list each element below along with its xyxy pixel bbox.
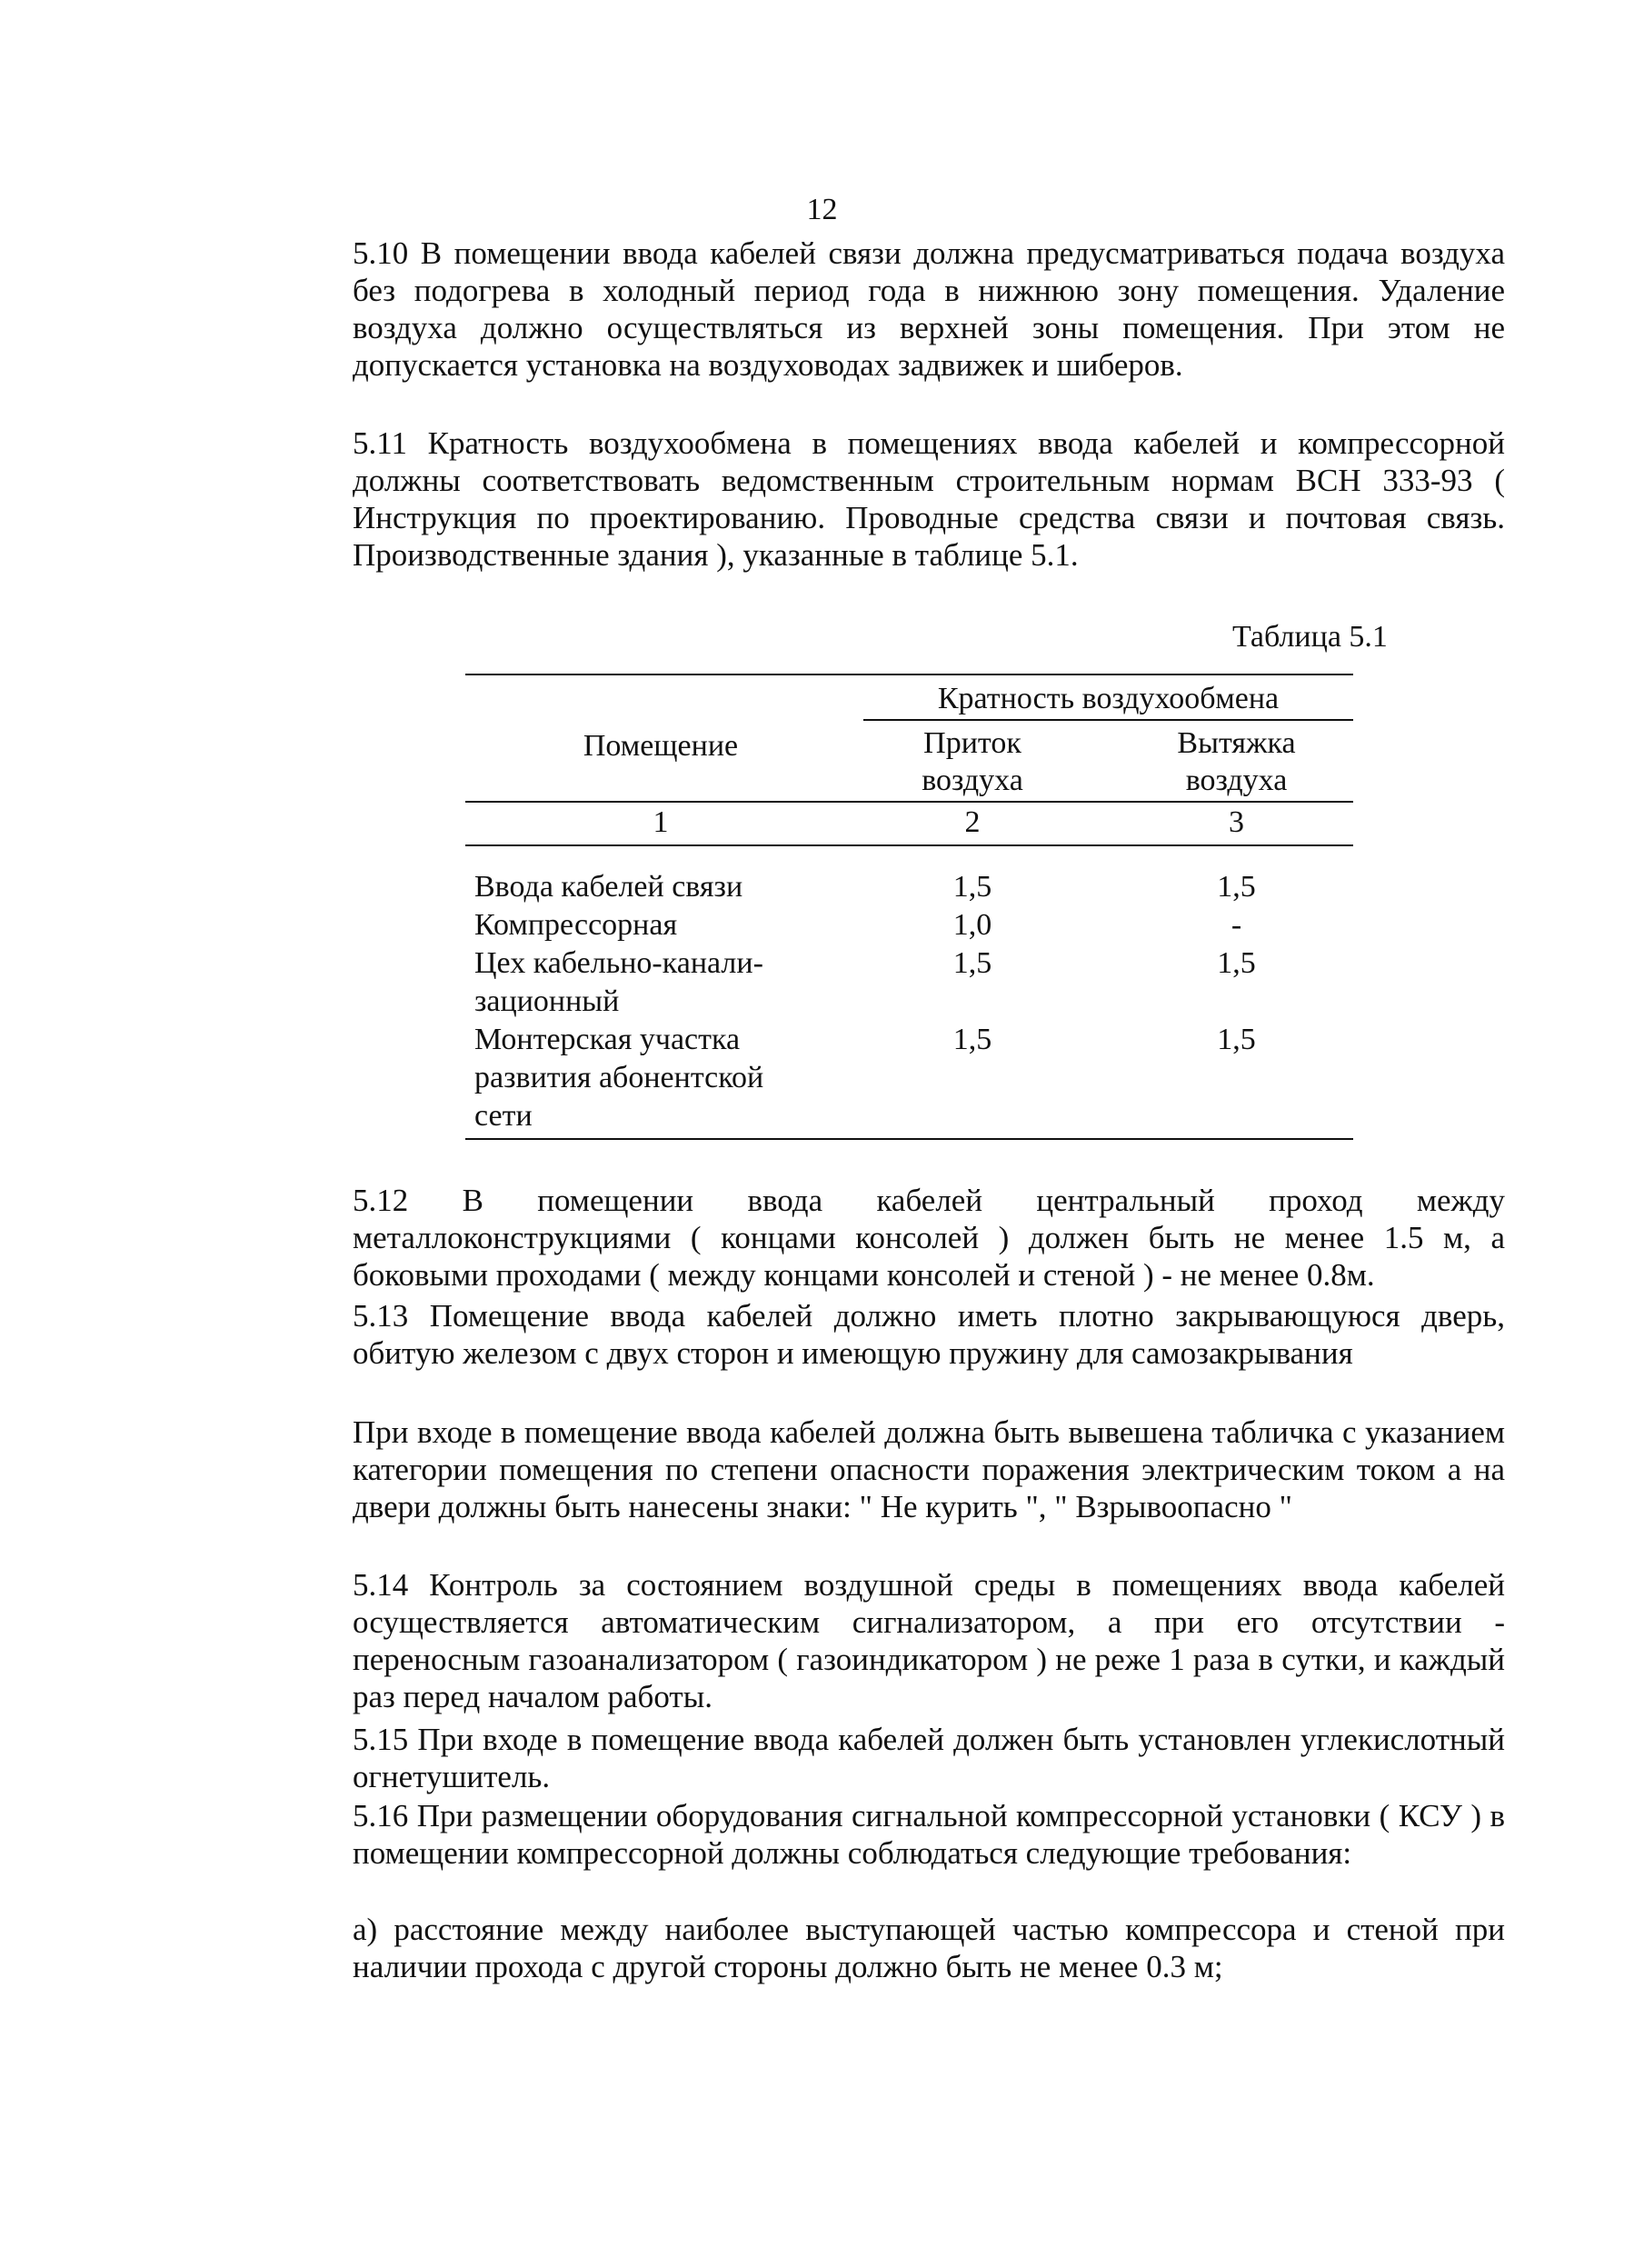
table-row-exhaust: - [1231, 908, 1242, 942]
table-row-room: Ввода кабелей связи [474, 870, 743, 904]
paragraph-5-15: 5.15 При входе в помещение ввода кабелей должен быть установлен углекислотный огнетушитель. [353, 1722, 1505, 1794]
table-top-rule [465, 674, 1353, 675]
column-number-3: 3 [1229, 805, 1244, 839]
table-caption: Таблица 5.1 [1232, 620, 1388, 654]
header-supply-line1: Приток [923, 726, 1021, 760]
table-row-supply: 1,5 [952, 1023, 992, 1056]
paragraph-5-11: 5.11 Кратность воздухообмена в помещениях ввода кабелей и компрессорной должны соответствовать ведомственным строительным нормам ВСН 333-93 ( Инструкция по проектированию. Проводные средства связи и почтовая связь. Производственные здания ), указанные в таблице 5.1. [353, 425, 1505, 573]
table-row-room-cont: сети [474, 1099, 533, 1133]
paragraph-5-13-sign: При входе в помещение ввода кабелей должна быть вывешена табличка с указанием категории помещения по степени опасности поражения электрическим током а на двери должны быть нанесены знаки: " Не курить ", " Взрывоопасно " [353, 1414, 1505, 1524]
table-row-room: Компрессорная [474, 908, 678, 942]
paragraph-5-16-a: а) расстояние между наиболее выступающей частью компрессора и стеной при наличии прохода с другой стороны должно быть не менее 0.3 м; [353, 1912, 1505, 1984]
table-row-exhaust: 1,5 [1217, 1023, 1256, 1056]
table-colnum-rule [465, 844, 1353, 846]
column-number-2: 2 [964, 805, 981, 839]
header-exhaust-line2: воздуха [1185, 764, 1288, 797]
table-row-exhaust: 1,5 [1217, 870, 1256, 904]
paragraph-5-16: 5.16 При размещении оборудования сигнальной компрессорной установки ( КСУ ) в помещении компрессорной должны соблюдаться следующие требования: [353, 1798, 1505, 1871]
paragraph-5-14: 5.14 Контроль за состоянием воздушной среды в помещениях ввода кабелей осуществляется автоматическим сигнализатором, а при его отсутствии - переносным газоанализатором ( газоиндикатором ) не реже 1 раза в сутки, и каждый раз перед началом работы. [353, 1567, 1505, 1714]
table-row-supply: 1,5 [952, 870, 992, 904]
header-supply-line2: воздуха [922, 764, 1023, 797]
column-number-1: 1 [653, 805, 669, 839]
table-row-room-cont: зационный [474, 984, 620, 1018]
header-room: Помещение [583, 729, 739, 763]
table-header-bottom-rule [465, 801, 1353, 803]
table-bottom-rule [465, 1138, 1353, 1140]
table-row-exhaust: 1,5 [1217, 946, 1256, 980]
paragraph-5-12: 5.12 В помещении ввода кабелей центральный проход между металлоконструкциями ( концами консолей ) должен быть не менее 1.5 м, а боковыми проходами ( между концами консолей и стеной ) - не менее 0.8м. [353, 1183, 1505, 1293]
table-row-room: Монтерская участка [474, 1023, 741, 1056]
paragraph-5-13: 5.13 Помещение ввода кабелей должно иметь плотно закрывающуюся дверь, обитую железом с двух сторон и имеющую пружину для самозакрывания [353, 1298, 1505, 1371]
header-exhaust-line1: Вытяжка [1177, 726, 1296, 760]
paragraph-5-10: 5.10 В помещении ввода кабелей связи должна предусматриваться подача воздуха без подогрева в холодный период года в нижнюю зону помещения. Удаление воздуха должно осуществляться из верхней зоны помещения. При этом не допускается установка на воздуховодах задвижек и шиберов. [353, 235, 1505, 383]
table-group-rule [863, 719, 1353, 721]
table-row-room: Цех кабельно-канали- [474, 946, 763, 980]
page-number: 12 [806, 193, 838, 226]
header-air-exchange: Кратность воздухообмена [937, 682, 1280, 715]
table-row-supply: 1,0 [952, 908, 992, 942]
table-row-supply: 1,5 [952, 946, 992, 980]
table-row-room-cont: развития абонентской [474, 1061, 764, 1094]
